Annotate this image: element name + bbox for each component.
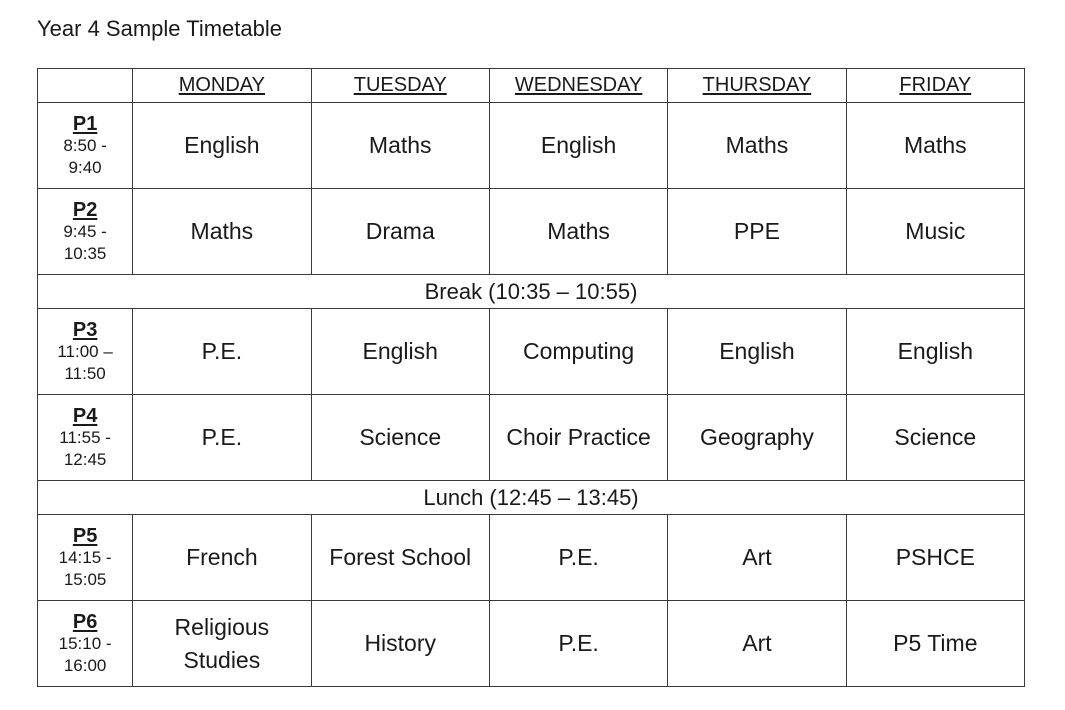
period-start-time: 14:15 - xyxy=(58,547,112,567)
period-start-time: 11:55 - xyxy=(59,427,111,447)
header-row xyxy=(38,69,1025,103)
lesson-name: Art xyxy=(742,544,772,570)
lesson-name: Maths xyxy=(190,218,254,244)
lesson-cell xyxy=(489,189,667,275)
lesson-name: History xyxy=(364,630,436,656)
lesson-name: English xyxy=(719,338,795,364)
period-row xyxy=(38,103,1025,189)
lesson-cell xyxy=(846,103,1024,189)
period-cell xyxy=(38,309,133,395)
lesson-cell xyxy=(133,395,311,481)
period-end-time: 9:40 xyxy=(68,157,102,177)
document-title: Year 4 Sample Timetable xyxy=(37,16,282,41)
lesson-name: Music xyxy=(905,218,966,244)
lesson-cell xyxy=(133,515,311,601)
period-name: P1 xyxy=(72,112,98,135)
lesson-cell xyxy=(133,601,311,687)
lesson-name: Forest School xyxy=(329,544,472,570)
lesson-cell xyxy=(846,189,1024,275)
lesson-cell xyxy=(668,515,846,601)
period-row xyxy=(38,309,1025,395)
day-header: TUESDAY xyxy=(311,69,489,103)
lunch-row xyxy=(38,481,1025,515)
period-end-time: 15:05 xyxy=(63,569,107,589)
period-cell xyxy=(38,103,133,189)
period-end-time: 12:45 xyxy=(63,449,107,469)
lesson-name: Science xyxy=(359,424,442,450)
lesson-cell xyxy=(489,309,667,395)
lesson-name: French xyxy=(186,544,258,570)
break-label: Break (10:35 – 10:55) xyxy=(38,275,1025,309)
lesson-cell xyxy=(311,309,489,395)
lesson-cell xyxy=(489,103,667,189)
lesson-name: English xyxy=(897,338,974,364)
lesson-name: Maths xyxy=(903,132,967,158)
lesson-cell xyxy=(489,515,667,601)
lesson-name: Maths xyxy=(368,132,432,158)
lesson-name: PPE xyxy=(733,218,780,244)
lesson-name: English xyxy=(362,338,438,364)
period-name: P6 xyxy=(72,610,98,633)
lesson-name: Maths xyxy=(725,132,789,158)
lesson-name: Drama xyxy=(365,218,435,244)
lesson-cell xyxy=(846,515,1024,601)
lesson-cell xyxy=(668,309,846,395)
period-name: P4 xyxy=(72,404,98,427)
lesson-name: English xyxy=(540,132,617,158)
lesson-cell xyxy=(846,601,1024,687)
day-header: WEDNESDAY xyxy=(489,69,667,103)
lesson-name: Art xyxy=(742,630,772,656)
lesson-cell xyxy=(133,309,311,395)
lesson-name: P.E. xyxy=(558,630,599,656)
lunch-label: Lunch (12:45 – 13:45) xyxy=(38,481,1025,515)
lesson-name: PSHCE xyxy=(895,544,975,570)
lesson-cell xyxy=(489,395,667,481)
lesson-cell xyxy=(311,601,489,687)
timetable xyxy=(37,68,1025,687)
lesson-name: P.E. xyxy=(558,544,599,570)
day-header: MONDAY xyxy=(133,69,311,103)
period-name: P3 xyxy=(72,318,98,341)
period-name: P5 xyxy=(72,524,98,547)
lesson-name: P.E. xyxy=(201,424,243,450)
lesson-cell xyxy=(668,103,846,189)
lesson-cell xyxy=(668,189,846,275)
period-start-time: 11:00 – xyxy=(57,341,113,361)
period-row xyxy=(38,395,1025,481)
lesson-cell xyxy=(133,103,311,189)
day-header: FRIDAY xyxy=(846,69,1024,103)
period-end-time: 16:00 xyxy=(63,655,107,675)
break-row xyxy=(38,275,1025,309)
lesson-name: Science xyxy=(894,424,977,450)
period-end-time: 11:50 xyxy=(64,363,106,383)
period-row xyxy=(38,189,1025,275)
lesson-cell xyxy=(846,395,1024,481)
lesson-name: Choir Practice xyxy=(506,424,651,450)
day-header: THURSDAY xyxy=(668,69,846,103)
lesson-name: Religious Studies xyxy=(174,613,270,673)
period-start-time: 15:10 - xyxy=(58,633,112,653)
period-cell xyxy=(38,189,133,275)
corner-cell xyxy=(38,69,133,103)
lesson-cell xyxy=(311,395,489,481)
period-start-time: 9:45 - xyxy=(63,221,107,241)
lesson-cell xyxy=(311,103,489,189)
lesson-name: English xyxy=(184,132,260,158)
lesson-cell xyxy=(133,189,311,275)
lesson-cell xyxy=(846,309,1024,395)
period-row xyxy=(38,515,1025,601)
lesson-name: Maths xyxy=(547,218,610,244)
period-row xyxy=(38,601,1025,687)
lesson-name: Geography xyxy=(700,424,814,450)
lesson-name: P5 Time xyxy=(893,630,978,656)
lesson-cell xyxy=(311,515,489,601)
lesson-cell xyxy=(489,601,667,687)
period-start-time: 8:50 - xyxy=(63,135,107,155)
period-cell xyxy=(38,395,133,481)
lesson-name: Computing xyxy=(522,338,635,364)
lesson-cell xyxy=(668,395,846,481)
lesson-cell xyxy=(668,601,846,687)
period-cell xyxy=(38,515,133,601)
lesson-cell xyxy=(311,189,489,275)
lesson-name: P.E. xyxy=(201,338,243,364)
period-end-time: 10:35 xyxy=(63,243,107,263)
period-cell xyxy=(38,601,133,687)
period-name: P2 xyxy=(72,198,98,221)
